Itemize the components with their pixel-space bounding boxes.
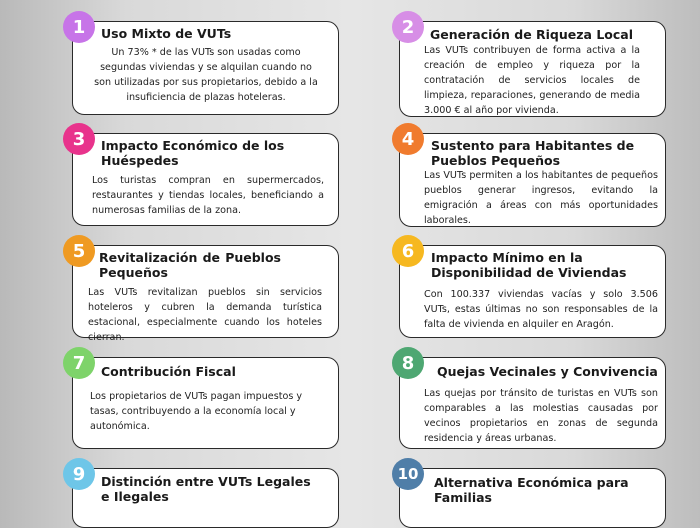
badge-number-7: 7 <box>63 347 95 379</box>
card-title: Contribución Fiscal <box>101 364 236 379</box>
card-text: Los propietarios de VUTs pagan impuestos y tasas, contribuyendo a la economía local y autonómica. <box>90 391 303 432</box>
badge-number-5: 5 <box>63 235 95 267</box>
card-title: Alternativa Económica para Familias <box>434 475 629 505</box>
card-title: Distinción entre VUTs Legales e Ilegales <box>101 474 311 504</box>
card-text: Los turistas compran en supermercados, restaurantes y tiendas locales, beneficiando a numerosas familias de la zona. <box>92 175 324 216</box>
card-title: Revitalización de Pueblos Pequeños <box>99 250 281 280</box>
badge-number-4: 4 <box>392 123 424 155</box>
card-text: Las quejas por tránsito de turistas en VUTs son comparables a las molestias causadas por vecinos propietarios en zonas de segunda residencia y áreas urbanas. <box>424 388 658 444</box>
card-text: Con 100.337 viviendas vacías y solo 3.506 VUTs, estas últimas no son responsables de la falta de vivienda en alquiler en Aragón. <box>424 289 658 330</box>
card-text: Las VUTs revitalizan pueblos sin servicios hoteleros y cubren la demanda turística estacional, especialmente cuando los hoteles cierran. <box>88 287 322 343</box>
card-title: Impacto Mínimo en la Disponibilidad de Viviendas <box>431 250 627 280</box>
card-title: Uso Mixto de VUTs <box>101 26 232 41</box>
card-title: Generación de Riqueza Local <box>430 27 634 42</box>
badge-number-3: 3 <box>63 123 95 155</box>
badge-number-6: 6 <box>392 235 424 267</box>
card-title: Sustento para Habitantes de Pueblos Pequeños <box>431 138 635 168</box>
card-title: Quejas Vecinales y Convivencia <box>437 364 658 379</box>
card-text: Un 73% * de las VUTs son usadas como segundas viviendas y se alquilan cuando no son utilizadas por sus propietarios, debido a la insuficiencia de plazas hoteleras. <box>94 47 318 103</box>
badge-number-9: 9 <box>63 458 95 490</box>
card-text: Las VUTs contribuyen de forma activa a la creación de empleo y riqueza por la contratación de servicios locales de limpieza, reparaciones, generando de media 3.000 € al año por vivienda. <box>424 45 640 116</box>
badge-number-10: 10 <box>392 458 424 490</box>
badge-number-1: 1 <box>63 11 95 43</box>
card-title: Impacto Económico de los Huéspedes <box>101 138 285 168</box>
badge-number-8: 8 <box>392 347 424 379</box>
card-text: Las VUTs permiten a los habitantes de pequeños pueblos generar ingresos, evitando la emigración a áreas con más oportunidades laborales. <box>424 170 658 226</box>
badge-number-2: 2 <box>392 11 424 43</box>
